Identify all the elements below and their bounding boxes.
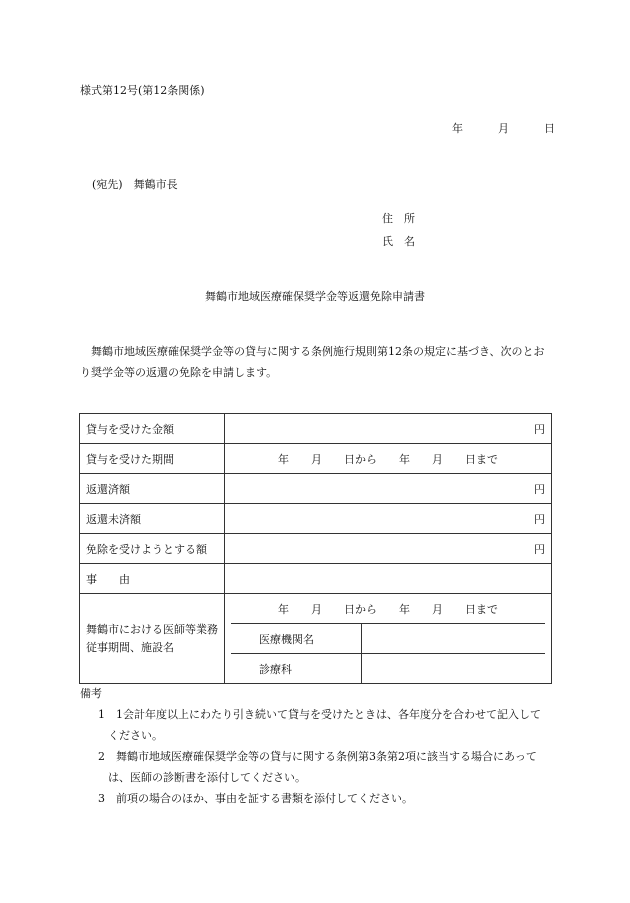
notes bbox=[80, 683, 550, 809]
table-row bbox=[80, 414, 552, 444]
table-row bbox=[80, 504, 552, 534]
reason-field[interactable] bbox=[225, 564, 552, 594]
form-number: 様式第12号(第12条関係) bbox=[80, 84, 205, 97]
table-row bbox=[80, 444, 552, 474]
date-line bbox=[452, 120, 555, 136]
address-label: 住 所 bbox=[382, 212, 415, 225]
exemption-amount-field[interactable]: 円 bbox=[225, 534, 552, 564]
name-label: 氏 名 bbox=[382, 235, 415, 248]
date-year: 年 bbox=[452, 122, 463, 135]
row-label: 返還未済額 bbox=[80, 504, 225, 534]
department-field[interactable] bbox=[361, 654, 545, 684]
table-row bbox=[80, 534, 552, 564]
unpaid-amount-field[interactable]: 円 bbox=[225, 504, 552, 534]
facility-field[interactable] bbox=[361, 624, 545, 654]
row-label: 事 由 bbox=[80, 564, 225, 594]
period-field[interactable]: 年 月 日から 年 月 日まで bbox=[225, 444, 552, 474]
date-month: 月 bbox=[498, 122, 509, 135]
notes-heading: 備考 bbox=[80, 687, 102, 700]
note-item: 3 前項の場合のほか、事由を証する書類を添付してください。 bbox=[98, 792, 413, 805]
date-day: 日 bbox=[544, 122, 555, 135]
body-text: 舞鶴市地域医療確保奨学金等の貸与に関する条例施行規則第12条の規定に基づき、次のとおり奨学金等の返還の免除を申請します。 bbox=[80, 345, 545, 379]
document-title: 舞鶴市地域医療確保奨学金等返還免除申請書 bbox=[205, 290, 425, 303]
work-subtable bbox=[231, 594, 545, 683]
repaid-amount-field[interactable]: 円 bbox=[225, 474, 552, 504]
row-label: 返還済額 bbox=[80, 474, 225, 504]
row-label: 貸与を受けた金額 bbox=[80, 414, 225, 444]
amount-field[interactable]: 円 bbox=[225, 414, 552, 444]
note-item: 2 舞鶴市地域医療確保奨学金等の貸与に関する条例第3条第2項に該当する場合にあっては、医師の診断書を添付してください。 bbox=[98, 750, 537, 784]
department-label: 診療科 bbox=[231, 654, 361, 684]
application-table bbox=[79, 413, 552, 684]
table-row bbox=[80, 474, 552, 504]
addressee: (宛先) 舞鶴市長 bbox=[92, 178, 178, 191]
table-row bbox=[80, 564, 552, 594]
row-label: 免除を受けようとする額 bbox=[80, 534, 225, 564]
note-item: 1 1会計年度以上にわたり引き続いて貸与を受けたときは、各年度分を合わせて記入してください。 bbox=[98, 708, 541, 742]
facility-label: 医療機関名 bbox=[231, 624, 361, 654]
work-period-field[interactable]: 年 月 日から 年 月 日まで bbox=[278, 602, 498, 616]
work-label: 舞鶴市における医師等業務従事期間、施設名 bbox=[80, 594, 225, 684]
row-label: 貸与を受けた期間 bbox=[80, 444, 225, 474]
table-row bbox=[80, 594, 552, 684]
